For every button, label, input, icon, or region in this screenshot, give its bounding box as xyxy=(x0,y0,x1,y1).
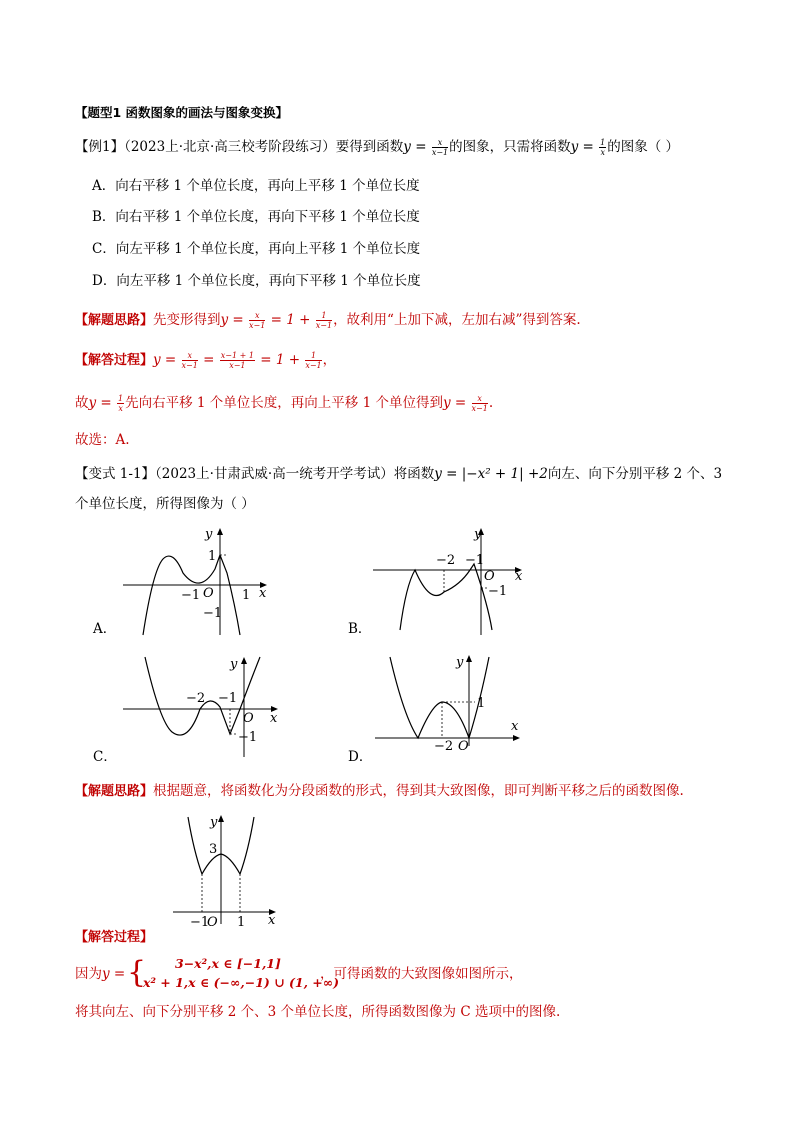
solution-graph xyxy=(168,812,283,930)
example1-source: （2023上·北京·高三校考阶段练习） xyxy=(124,139,336,155)
stem-text: 要得到函数 xyxy=(335,139,404,155)
option-b: B．向右平移 1 个单位长度，再向下平移 1 个单位长度 xyxy=(92,209,420,225)
fn-base: y = $\frac{1}{x}$ xyxy=(88,394,124,413)
example1-answer: 故选：A. xyxy=(75,432,130,448)
tick-label: −1 xyxy=(181,588,201,603)
x-axis-label: x xyxy=(268,913,276,928)
example1-tag: 【例1】 xyxy=(75,139,125,155)
tick-label: 1 xyxy=(477,696,486,711)
y-axis-label: y xyxy=(474,527,482,542)
fn-target: y = $\frac{x}{x-1}$ xyxy=(442,394,488,413)
tick-label: −1 xyxy=(465,553,485,568)
example1-stem xyxy=(75,138,679,157)
tick-label: 1 xyxy=(237,915,246,930)
variant1-idea xyxy=(75,782,684,801)
example1-process xyxy=(75,351,336,370)
y-axis-label: y xyxy=(210,815,218,830)
idea-text: ，故利用“上加下减，左加右减”得到答案. xyxy=(333,312,581,328)
origin-label: O xyxy=(484,569,495,584)
piece-2: x² + 1,x ∈ (−∞,−1) ∪ (1, +∞) xyxy=(143,975,340,990)
graph-c xyxy=(120,652,285,762)
variant1-source: （2023上·甘肃武威·高一统考开学考试） xyxy=(155,466,394,482)
stem-text: 的图象（ ） xyxy=(607,139,680,155)
stem-text: 向左、向下分别平移 2 个、3 xyxy=(547,466,723,482)
origin-label: O xyxy=(203,586,214,601)
idea-tag: 【解题思路】 xyxy=(75,313,154,328)
choice-label-c: C． xyxy=(93,749,117,765)
idea-tag: 【解题思路】 xyxy=(75,784,154,799)
tick-label: −1 xyxy=(238,730,258,745)
idea-text: 先变形得到 xyxy=(153,312,221,328)
option-c: C．向左平移 1 个单位长度，再向上平移 1 个单位长度 xyxy=(92,241,421,257)
section-title: 【题型1 函数图象的画法与图象变换】 xyxy=(75,105,289,120)
y-equals: y = xyxy=(102,966,126,982)
option-a: A．向右平移 1 个单位长度，再向上平移 1 个单位长度 xyxy=(92,178,420,194)
choice-label-b: B． xyxy=(348,621,372,637)
tick-label: −2 xyxy=(434,739,454,750)
piece-1: 3−x²,x ∈ [−1,1] xyxy=(175,956,281,971)
origin-label: O xyxy=(207,915,218,930)
variant1-function: y = |−x² + 1| +2 xyxy=(434,466,548,482)
conclusion-text: 故 xyxy=(75,395,89,411)
because-text: 因为 xyxy=(75,966,102,982)
variant1-stem xyxy=(75,465,722,483)
brace-icon: { xyxy=(127,955,147,990)
tick-label: −1 xyxy=(190,915,210,930)
conclusion-text: . xyxy=(488,395,494,411)
process-tag: 【解答过程】 xyxy=(75,930,154,945)
variant1-process-tag xyxy=(75,928,153,947)
x-axis-label: x xyxy=(259,586,267,601)
y-axis-label: y xyxy=(456,655,464,670)
conclusion-text: 先向右平移 1 个单位长度，再向上平移 1 个单位得到 xyxy=(125,395,443,411)
variant1-tag: 【变式 1-1】 xyxy=(75,466,156,482)
process-formula: y = $\frac{x}{x-1}$ = $\frac{x-1 + 1}{x-1}$ = 1 + $\frac{1}{x-1}$ xyxy=(153,351,322,370)
process-text: ， xyxy=(322,352,337,368)
x-axis-label: x xyxy=(511,719,519,734)
tick-label: −1 xyxy=(203,606,223,621)
example1-conclusion xyxy=(75,394,493,413)
y-axis-label: y xyxy=(205,527,213,542)
variant1-stem-line2: 个单位长度，所得图像为（ ） xyxy=(75,496,255,512)
graph-d xyxy=(372,652,532,750)
choice-label-a: A． xyxy=(93,621,117,637)
x-axis-label: x xyxy=(270,711,278,726)
stem-text: 的图象，只需将函数 xyxy=(449,139,571,155)
tick-label: −1 xyxy=(218,691,238,706)
fn-base: y = $\frac{1}{x}$ xyxy=(570,138,606,157)
fn-target: y = $\frac{x}{x-1}$ xyxy=(403,138,449,157)
tick-label: −2 xyxy=(436,553,456,568)
origin-label: O xyxy=(458,739,469,750)
example1-idea xyxy=(75,311,581,330)
x-axis-label: x xyxy=(515,569,523,584)
tick-label: 3 xyxy=(209,842,218,857)
stem-text: 将函数 xyxy=(393,466,435,482)
tick-label: −1 xyxy=(488,584,508,599)
graph-b xyxy=(370,525,535,640)
option-d: D．向左平移 1 个单位长度，再向下平移 1 个单位长度 xyxy=(92,273,421,289)
variant1-final: 将其向左、向下分别平移 2 个、3 个单位长度，所得函数图像为 C 选项中的图像. xyxy=(75,1004,561,1020)
tick-label: 1 xyxy=(242,588,251,603)
after-piece-text: ，可得函数的大致图像如图所示， xyxy=(320,966,523,982)
tick-label: −2 xyxy=(186,691,206,706)
process-tag: 【解答过程】 xyxy=(75,353,154,368)
idea-text: 根据题意，将函数化为分段函数的形式，得到其大致图像，即可判断平移之后的函数图像. xyxy=(153,783,684,799)
choice-label-d: D． xyxy=(348,749,373,765)
graph-a xyxy=(115,525,290,640)
tick-label: 1 xyxy=(208,549,217,564)
origin-label: O xyxy=(243,711,254,726)
y-axis-label: y xyxy=(230,657,238,672)
idea-formula: y = $\frac{x}{x-1}$ = 1 + $\frac{1}{x-1}$ xyxy=(220,311,333,330)
